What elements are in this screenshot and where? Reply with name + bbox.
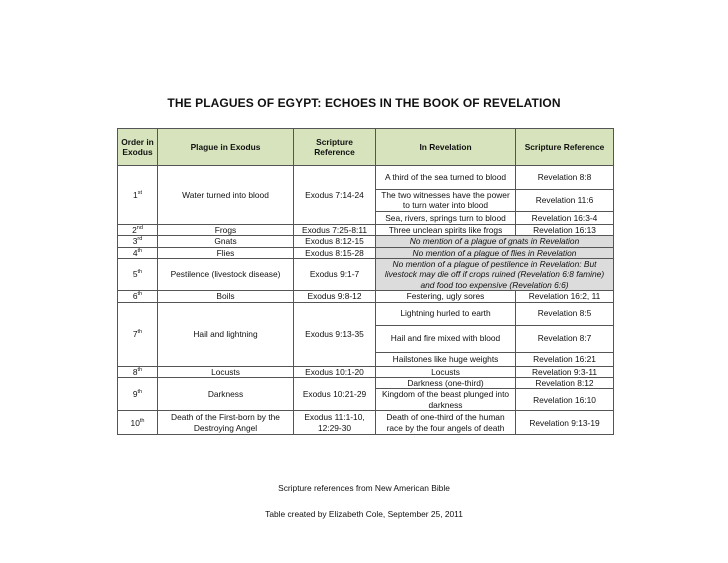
plague-order [118,247,158,258]
table-row [118,378,614,389]
no-mention-note: No mention of a plague of flies in Revelation [376,247,614,258]
exodus-reference: Exodus 9:1-7 [294,259,376,291]
plague-order [118,302,158,366]
exodus-reference: Exodus 9:8-12 [294,291,376,302]
revelation-reference: Revelation 16:13 [516,224,614,235]
order-suffix: th [137,366,143,373]
revelation-echo: Three unclean spirits like frogs [376,224,516,235]
header-revelation-reference: Scripture Reference [516,129,614,166]
plague-name: Gnats [158,236,294,247]
plague-order [118,291,158,302]
exodus-reference: Exodus 8:15-28 [294,247,376,258]
order-number: 8 [132,366,138,377]
plagues-table [117,128,614,435]
revelation-reference: Revelation 16:10 [516,389,614,411]
order-suffix: th [137,389,143,396]
revelation-echo: Hail and fire mixed with blood [376,325,516,352]
header-row [118,129,614,166]
no-mention-note: No mention of a plague of pestilence in Revelation: But livestock may die off if crops ruined (Revelation 6:8 famine) and food too expensive (Revelation 6:6) [376,259,614,291]
plague-name: Hail and lightning [158,302,294,366]
order-suffix: th [137,269,143,276]
order-number: 4 [132,247,138,258]
revelation-echo: A third of the sea turned to blood [376,166,516,190]
exodus-reference: Exodus 9:13-35 [294,302,376,366]
revelation-echo: Locusts [376,366,516,377]
exodus-reference: Exodus 11:1-10, 12:29-30 [294,411,376,435]
revelation-echo: The two witnesses have the power to turn water into blood [376,190,516,212]
exodus-reference: Exodus 10:1-20 [294,366,376,377]
table-row [118,291,614,302]
table-row [118,247,614,258]
table-row [118,236,614,247]
revelation-echo: Hailstones like huge weights [376,352,516,366]
table-row [118,166,614,190]
table-row [118,411,614,435]
order-number: 3 [132,236,138,247]
plague-order [118,366,158,377]
plague-name: Pestilence (livestock disease) [158,259,294,291]
header-reference: Scripture Reference [294,129,376,166]
revelation-reference: Revelation 9:13-19 [516,411,614,435]
header-revelation: In Revelation [376,129,516,166]
exodus-reference: Exodus 7:25-8:11 [294,224,376,235]
order-suffix: th [139,417,145,424]
page-title: THE PLAGUES OF EGYPT: ECHOES IN THE BOOK OF REVELATION [167,96,561,110]
order-number: 6 [132,291,138,302]
table-row [118,302,614,325]
revelation-reference: Revelation 16:21 [516,352,614,366]
footer-source: Scripture references from New American Bible [278,483,450,493]
revelation-reference: Revelation 8:12 [516,378,614,389]
revelation-reference: Revelation 8:7 [516,325,614,352]
order-suffix: rd [137,236,143,243]
plague-order [118,224,158,235]
header-plague: Plague in Exodus [158,129,294,166]
table-row [118,224,614,235]
order-number: 9 [132,388,138,399]
order-number: 1 [133,189,138,200]
table-row [118,366,614,377]
order-number: 10 [130,417,140,428]
plague-name: Death of the First-born by the Destroying Angel [158,411,294,435]
order-suffix: th [137,247,143,254]
revelation-echo: Sea, rivers, springs turn to blood [376,211,516,224]
plague-name: Frogs [158,224,294,235]
order-suffix: nd [136,225,143,232]
plague-order [118,411,158,435]
table-row [118,259,614,291]
plague-order [118,259,158,291]
order-number: 2 [132,224,137,235]
revelation-echo: Kingdom of the beast plunged into darkness [376,389,516,411]
revelation-echo: Festering, ugly sores [376,291,516,302]
order-suffix: st [137,189,142,196]
plague-order [118,378,158,411]
header-order: Order in Exodus [118,129,158,166]
revelation-reference: Revelation 8:8 [516,166,614,190]
plague-name: Flies [158,247,294,258]
no-mention-note: No mention of a plague of gnats in Revelation [376,236,614,247]
revelation-echo: Lightning hurled to earth [376,302,516,325]
order-suffix: th [137,329,143,336]
plague-name: Boils [158,291,294,302]
revelation-reference: Revelation 9:3-11 [516,366,614,377]
revelation-echo: Death of one-third of the human race by the four angels of death [376,411,516,435]
plague-order [118,166,158,225]
exodus-reference: Exodus 10:21-29 [294,378,376,411]
plague-order [118,236,158,247]
order-number: 5 [132,269,138,280]
plague-name: Locusts [158,366,294,377]
revelation-reference: Revelation 8:5 [516,302,614,325]
revelation-reference: Revelation 16:3-4 [516,211,614,224]
footer-credit: Table created by Elizabeth Cole, September 25, 2011 [265,509,463,519]
plague-name: Darkness [158,378,294,411]
revelation-reference: Revelation 11:6 [516,190,614,212]
exodus-reference: Exodus 8:12-15 [294,236,376,247]
order-suffix: th [137,291,143,298]
plague-name: Water turned into blood [158,166,294,225]
revelation-echo: Darkness (one-third) [376,378,516,389]
revelation-reference: Revelation 16:2, 11 [516,291,614,302]
order-number: 7 [132,328,138,339]
exodus-reference: Exodus 7:14-24 [294,166,376,225]
